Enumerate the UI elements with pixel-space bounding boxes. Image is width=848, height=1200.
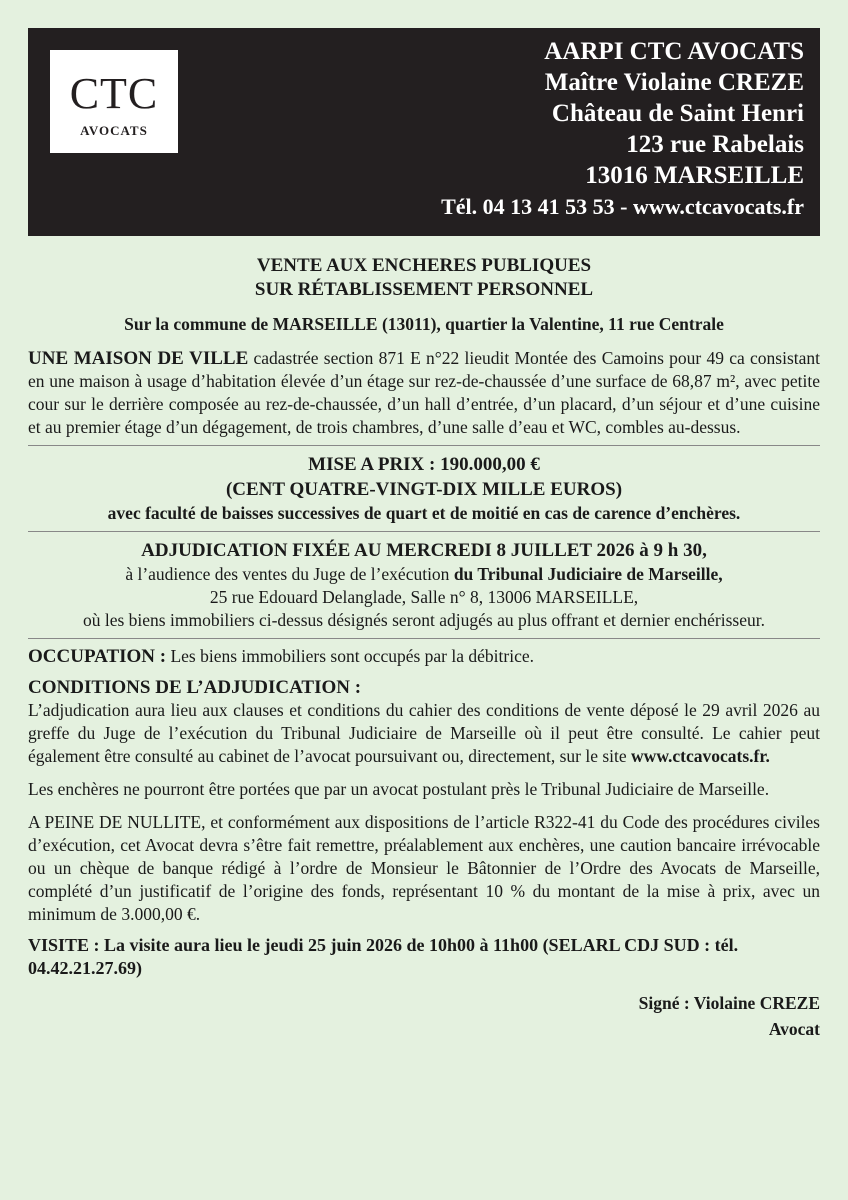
signature-name: Signé : Violaine CREZE	[638, 993, 820, 1013]
website-link[interactable]: www.ctcavocats.fr.	[631, 746, 770, 766]
occupation	[28, 645, 820, 668]
logo-text: AVOCATS	[80, 123, 148, 138]
address-city: 13016 MARSEILLE	[585, 162, 804, 189]
adjudication-court	[28, 563, 820, 586]
firm-name: AARPI CTC AVOCATS	[544, 38, 804, 65]
conditions-text-1: L’adjudication aura lieu aux clauses et conditions du cahier des conditions de vente déposé le 29 avril 2026 au greffe du Juge de l’exécution du Tribunal Judiciaire de Marseille où il peut être consulté. Le cahier peut également être consulté au cabinet de l’avocat poursuivant ou, directement, sur le site	[28, 700, 820, 766]
divider	[28, 638, 820, 639]
notice-body	[28, 254, 820, 1042]
notice-title-2: SUR RÉTABLISSEMENT PERSONNEL	[254, 279, 594, 300]
signature-block	[28, 990, 820, 1042]
court-name: du Tribunal Judiciaire de Marseille,	[453, 564, 723, 584]
price-reduction-note: avec faculté de baisses successives de quart et de moitié en cas de carence d’enchères.	[107, 503, 741, 523]
address-line-1: Château de Saint Henri	[551, 100, 804, 127]
signature-title: Avocat	[768, 1019, 820, 1039]
occupation-text: Les biens immobiliers sont occupés par la débitrice.	[166, 646, 534, 666]
conditions-para-1	[28, 699, 820, 768]
firm-logo	[50, 50, 178, 153]
visit-info: VISITE : La visite aura lieu le jeudi 25 juin 2026 de 10h00 à 11h00 (SELARL CDJ SUD : tél. 04.42.21.27.69)	[28, 935, 739, 978]
header-banner	[28, 28, 820, 236]
contact-line: Tél. 04 13 41 53 53 - www.ctcavocats.fr	[441, 194, 804, 219]
logo-mark: CTC	[69, 69, 159, 118]
property-type: UNE MAISON DE VILLE	[28, 348, 249, 369]
firm-address-block	[441, 36, 804, 222]
conditions-heading: CONDITIONS DE L’ADJUDICATION :	[28, 677, 362, 698]
conditions-para-2: Les enchères ne pourront être portées que par un avocat postulant près le Tribunal Judiciaire de Marseille.	[28, 779, 770, 799]
court-intro: à l’audience des ventes du Juge de l’exécution	[125, 564, 454, 584]
court-address: 25 rue Edouard Delanglade, Salle n° 8, 13006 MARSEILLE,	[209, 587, 639, 607]
lawyer-name: Maître Violaine CREZE	[544, 69, 804, 96]
divider	[28, 531, 820, 532]
notice-title-1: VENTE AUX ENCHERES PUBLIQUES	[256, 255, 592, 276]
property-details: cadastrée section 871 E n°22 lieudit Montée des Camoins pour 49 ca consistant en une maison à usage d’habitation élevée d’un étage sur rez-de-chaussée d’une surface de 68,87 m², avec petite cour sur le derrière composée au rez-de-chaussée, d’un hall d’entrée, d’un placard, d’un séjour et d’une cuisine et au premier étage d’un dégagement, de trois chambres, d’une salle d’eau et WC, combles au-dessus.	[28, 348, 820, 437]
reserve-price: MISE A PRIX : 190.000,00 €	[308, 454, 540, 475]
address-line-2: 123 rue Rabelais	[626, 131, 804, 158]
adjudication-date: ADJUDICATION FIXÉE AU MERCREDI 8 JUILLET 2026 à 9 h 30,	[141, 540, 707, 561]
conditions-para-3: A PEINE DE NULLITE, et conformément aux dispositions de l’article R322-41 du Code des procédures civiles d’exécution, cet Avocat devra s’être fait remettre, préalablement aux enchères, une caution bancaire irrévocable ou un chèque de banque rédigé à l’ordre de Monsieur le Bâtonnier de l’Ordre des Avocats de Marseille, complété d’un justificatif de l’origine des fonds, représentant 10 % du montant de la mise à prix, avec un minimum de 3.000,00 €.	[28, 812, 820, 924]
property-description	[28, 347, 820, 439]
occupation-label: OCCUPATION :	[28, 646, 167, 667]
property-location: Sur la commune de MARSEILLE (13011), quartier la Valentine, 11 rue Centrale	[124, 314, 724, 334]
divider	[28, 445, 820, 446]
reserve-price-words: (CENT QUATRE-VINGT-DIX MILLE EUROS)	[225, 479, 623, 500]
adjudication-terms: où les biens immobiliers ci-dessus désignés seront adjugés au plus offrant et dernier enchérisseur.	[82, 610, 765, 630]
